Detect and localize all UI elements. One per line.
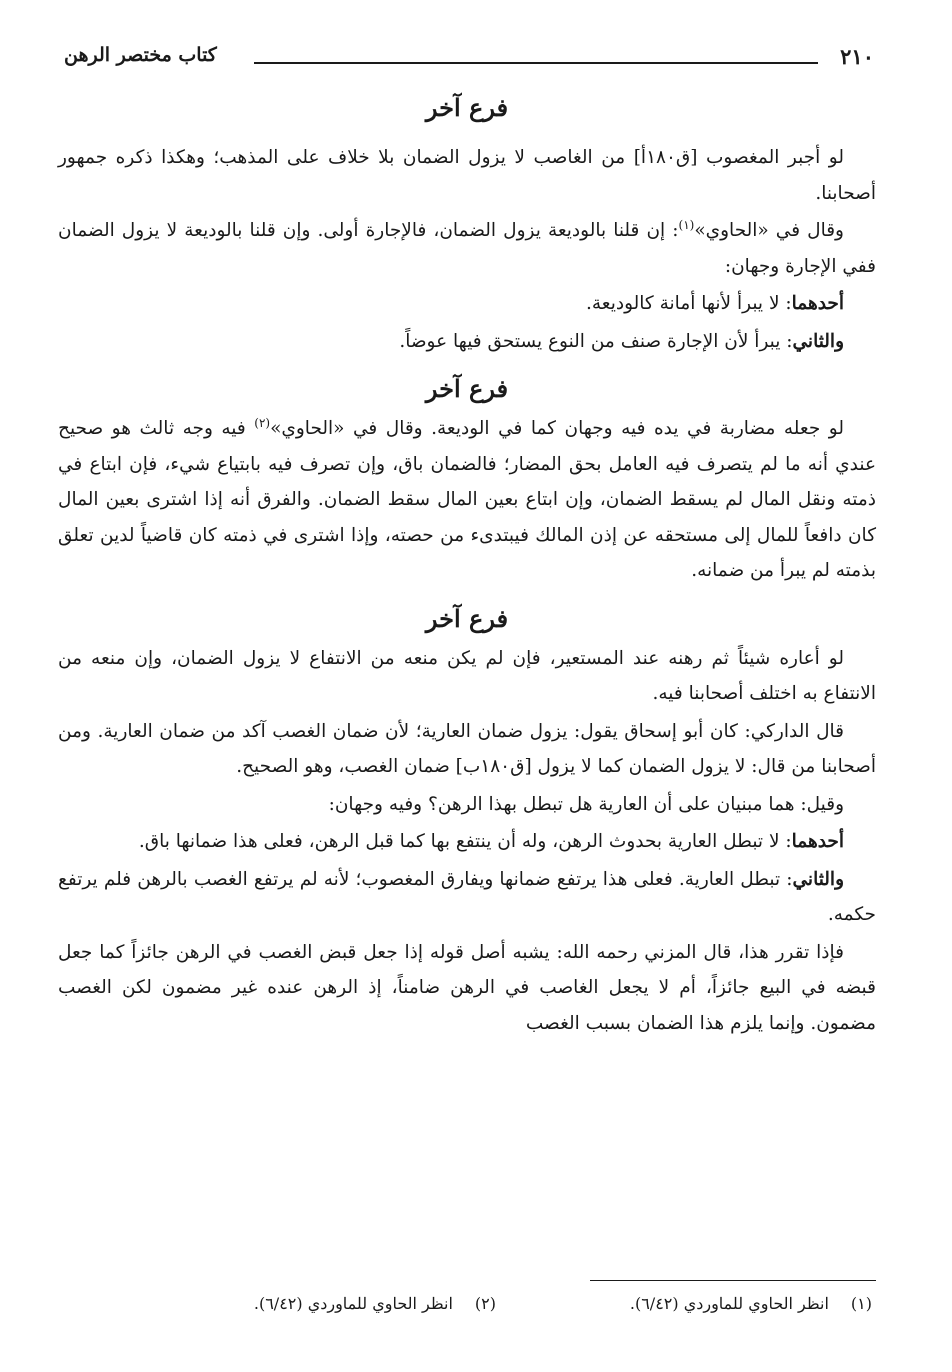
paragraph-text: لو أجبر المغصوب [ق١٨٠أ] من الغاصب لا يزول الضمان بلا خلاف على المذهب؛ وهكذا ذكره جمهور أصحابنا. <box>58 147 876 204</box>
section-heading: فرع آخر <box>425 374 509 403</box>
section-heading: فرع آخر <box>425 603 509 633</box>
footnote-rule <box>590 1280 876 1281</box>
footnote-number: (١) <box>850 1294 872 1313</box>
paragraph <box>58 286 876 322</box>
paragraph <box>58 641 876 712</box>
paragraph-text: لو جعله مضاربة في يده فيه وجهان كما في الوديعة. وقال في «الحاوي» <box>270 418 844 439</box>
running-head <box>58 36 876 80</box>
paragraph-lead: أحدهما <box>791 831 844 852</box>
header-rule <box>254 62 818 64</box>
book-page <box>58 36 876 1336</box>
footnote-text: انظر الحاوي للماوردي (٦/٤٢). <box>253 1294 453 1313</box>
book-title: كتاب مختصر الرهن <box>64 44 217 66</box>
paragraph <box>58 714 876 785</box>
page-number: ٢١٠ <box>840 44 874 69</box>
paragraph <box>58 213 876 284</box>
paragraph <box>58 862 876 933</box>
footnote <box>254 1292 496 1316</box>
paragraph-lead: أحدهما <box>791 293 844 314</box>
paragraph-text: : لا يبرأ لأنها أمانة كالوديعة. <box>585 293 792 314</box>
paragraph-text: وقال في «الحاوي» <box>694 220 844 241</box>
paragraph <box>58 787 876 823</box>
paragraph <box>58 411 876 589</box>
paragraph-text: : لا تبطل العارية بحدوث الرهن، وله أن ينتفع بها كما قبل الرهن، فعلى هذا ضمانها باق. <box>138 831 792 852</box>
section-heading: فرع آخر <box>425 93 509 122</box>
paragraph <box>58 140 876 211</box>
paragraph-text: : إن قلنا بالوديعة يزول الضمان، فالإجارة أولى. وإن قلنا بالوديعة لا يزول الضمان ففي الإجارة وجهان: <box>58 220 876 277</box>
paragraph-text: : تبطل العارية. فعلى هذا يرتفع ضمانها ويفارق المغصوب؛ لأنه لم يرتفع الغصب بالرهن فلم يرتفع حكمه. <box>58 868 876 925</box>
paragraph <box>58 824 876 860</box>
paragraph-text: : يبرأ لأن الإجارة صنف من النوع يستحق فيها عوضاً. <box>399 330 793 352</box>
paragraph-lead: والثاني <box>792 868 844 890</box>
paragraph-text: فإذا تقرر هذا، قال المزني رحمه الله: يشبه أصل قوله إذا جعل قبض الغصب في الرهن جائزاً كما جعل قبضه في البيع جائزاً، أم لا يجعل الغاصب في الرهن ضامناً، إذ الرهن عنده غير مضمون لكن الغصب مضمون. وإنما يلزم هذا الضمان بسبب الغصب <box>58 941 876 1034</box>
footnote-text: انظر الحاوي للماوردي (٦/٤٢). <box>629 1294 829 1313</box>
paragraph-text: لو أعاره شيئاً ثم رهنه عند المستعير، فإن لم يكن منعه من الانتفاع لا يزول الضمان، وإن منعه من الانتفاع به اختلف أصحابنا فيه. <box>58 647 876 704</box>
paragraph-text: قال الداركي: كان أبو إسحاق يقول: يزول ضمان العارية؛ لأن ضمان الغصب آكد من ضمان العارية. ومن أصحابنا من قال: لا يزول الضمان كما لا يزول [ق١٨٠ب] ضمان الغصب، وهو الصحيح. <box>58 720 876 777</box>
paragraph-text: وقيل: هما مبنيان على أن العارية هل تبطل بهذا الرهن؟ وفيه وجهان: <box>328 793 844 815</box>
footnote-number: (٢) <box>474 1294 496 1313</box>
footnote-reference: (١) <box>678 217 695 232</box>
footnote <box>630 1292 872 1316</box>
paragraph <box>58 324 876 360</box>
paragraph-lead: والثاني <box>792 330 844 352</box>
footnote-reference: (٢) <box>254 415 271 430</box>
paragraph <box>58 935 876 1042</box>
paragraph-text: فيه وجه ثالث هو صحيح عندي أنه ما لم يتصرف فيه العامل بحق المضار؛ فالضمان باق، وإن تصرف فيه بابتياع شيء، فإن ابتاع في ذمته ونقل المال لم يسقط الضمان، وإن ابتاع بعين المال سقط الضمان. والفرق أنه إذا اشترى بعين المال كان دافعاً للمال إلى مستحقه عن إذن المالك فيبتدىء من حصته، وإذا اشترى في ذمته كان قاضياً لدين تعلق بذمته لم يبرأ من ضمانه. <box>58 418 876 581</box>
